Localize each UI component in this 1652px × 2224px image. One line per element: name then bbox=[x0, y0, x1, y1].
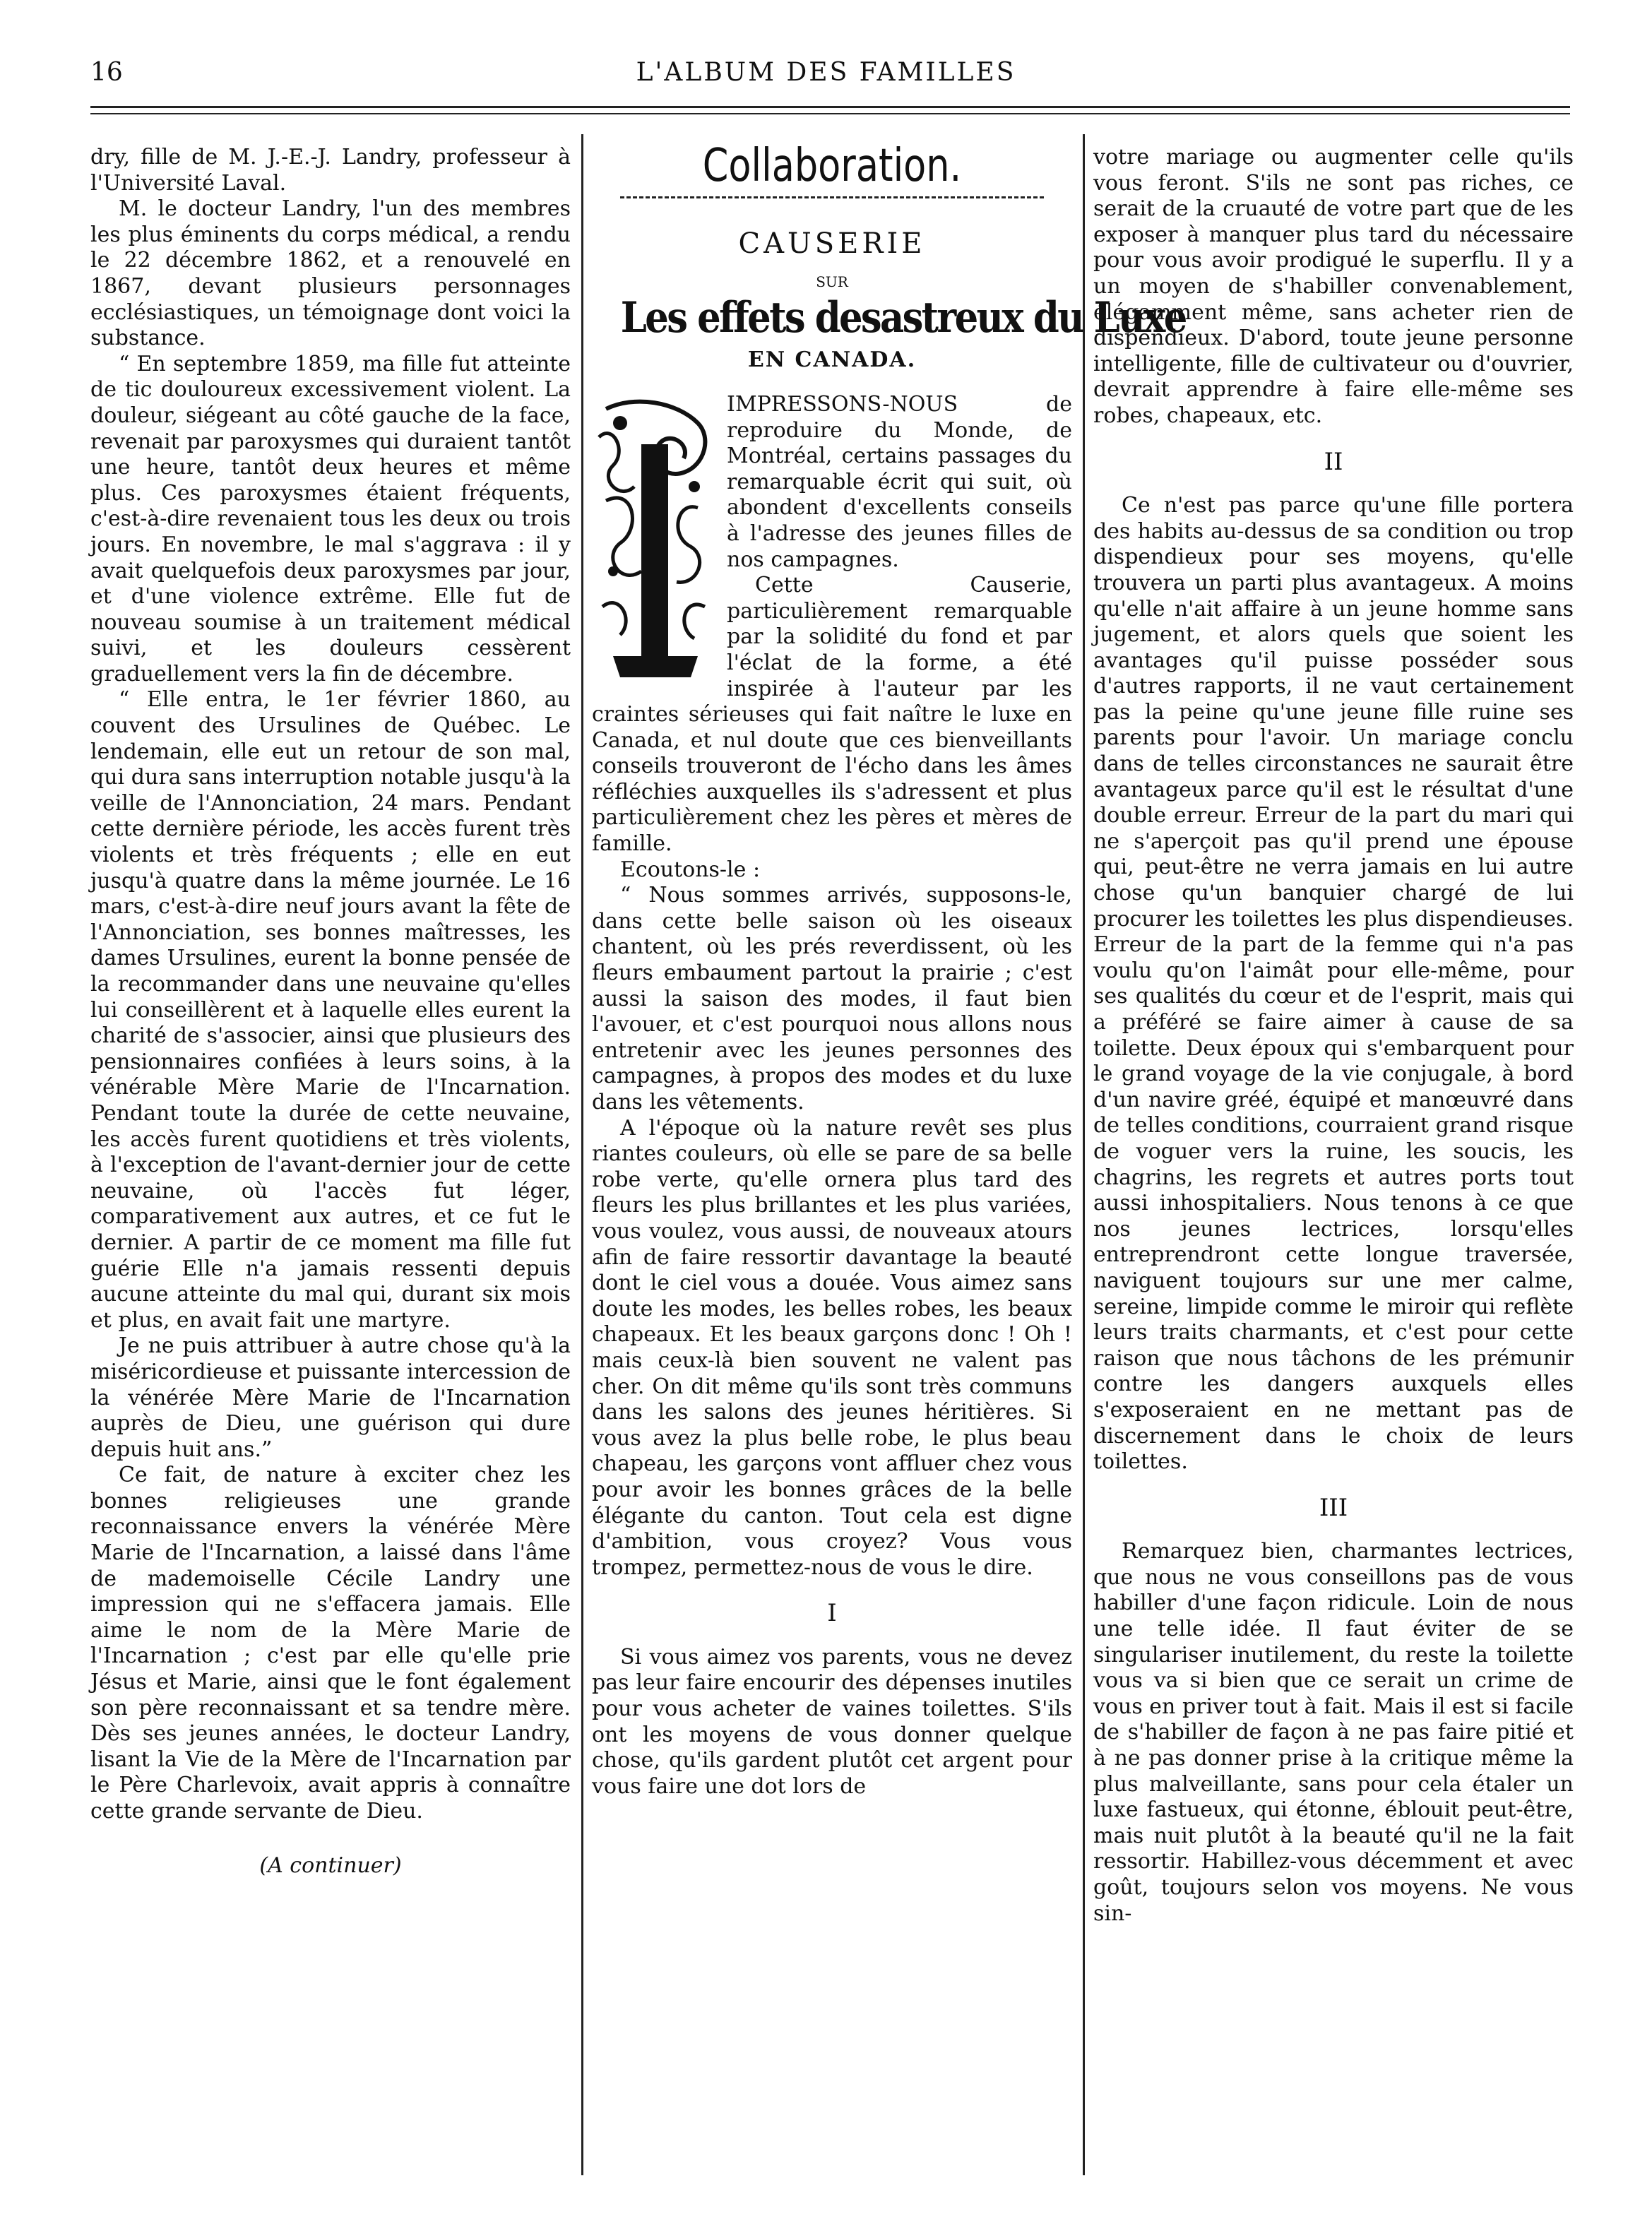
header-rule bbox=[90, 106, 1570, 108]
column-middle bbox=[592, 140, 1186, 2189]
article-kicker: CAUSERIE bbox=[738, 227, 926, 260]
paragraph: “ En septembre 1859, ma fille fut atteinte de tic douloureux excessivement violent. La douleur, siégeant au côté gauche de la face, revenait par paroxysmes qui duraient tantôt une heure, tantôt deux heures et même plus. Ces paroxysmes étaient fréquents, c'est-à-dire revenaient tous les deux ou trois jours. En novembre, le mal s'aggrava : il y avait quelquefois deux paroxysmes par jour, et d'une violence extrême. Elle fut de nouveau soumise à un traitement médical suivi, et les douleurs cessèrent graduellement vers la fin de décembre. bbox=[90, 351, 571, 686]
column-divider bbox=[1083, 134, 1085, 2175]
paragraph: M. le docteur Landry, l'un des membres les plus éminents du corps médical, a rendu le 22 décembre 1862, et a renouvelé en 1867, devant plusieurs personnages ecclésiastiques, un témoignage dont voici la substance. bbox=[90, 196, 571, 351]
ornamental-dropcap-icon bbox=[592, 395, 715, 691]
part-heading: I bbox=[827, 1599, 837, 1628]
paragraph: votre mariage ou augmenter celle qu'ils vous feront. S'ils ne sont pas riches, ce serait de la cruauté de votre part que de les exposer à manquer plus tard du nécessaire pour vous avoir prodigué le superflu. Il y a un moyen de s'habiller convenablement, élégamment même, sans acheter rien de dispendieux. D'abord, toute jeune personne intelligente, fille de cultivateur ou d'ouvrier, devrait apprendre à faire elle-même ses robes, chapeaux, etc. bbox=[1093, 145, 1574, 428]
header-rule-thin bbox=[90, 113, 1570, 114]
section-rule bbox=[620, 196, 1044, 198]
article-subtitle: EN CANADA. bbox=[747, 347, 917, 373]
page-header bbox=[0, 58, 1652, 107]
column-left bbox=[90, 145, 571, 2189]
column-right bbox=[1093, 145, 1574, 2189]
paragraph: Si vous aimez vos parents, vous ne devez pas leur faire encourir des dépenses inutiles pour vous acheter de vaines toilettes. S'ils ont les moyens de vous donner quelque chose, qu'ils gardent plutôt cet argent pour vous faire une dot lors de bbox=[592, 1644, 1072, 1799]
page-number: 16 bbox=[90, 58, 123, 87]
paragraph: Je ne puis attribuer à autre chose qu'à la miséricordieuse et puissante intercession de la vénérée Mère Marie de l'Incarnation auprès de Dieu, une guérison qui dure depuis huit ans.” bbox=[90, 1333, 571, 1462]
paragraph: IMPRESSONS-NOUS de reproduire du Monde, de Montréal, certains passages du remarquable écrit qui suit, où abondent d'excellents conseils à l'adresse des jeunes filles de nos campagnes. bbox=[727, 391, 1072, 572]
paragraph: “ Nous sommes arrivés, supposons-le, dans cette belle saison où les oiseaux chantent, où les prés reverdissent, où les fleurs embaument partout la prairie ; c'est aussi la saison des modes, il faut bien l'avouer, et c'est pourquoi nous allons nous entretenir avec les jeunes personnes des campagnes, à propos des modes et du luxe dans les vêtements. bbox=[592, 883, 1072, 1114]
to-be-continued: (A continuer) bbox=[259, 1853, 402, 1878]
paragraph: Cette Causerie, particulièrement remarquable par la solidité du fond et par l'éclat de la forme, a été inspirée à l'auteur par les craintes sérieuses qui fait naître le luxe en Canada, et nul doute que ces bienveillants conseils trouveront de l'écho dans les âmes réfléchies auxquelles ils s'adressent et plus particulièrement chez les pères et mères de famille. bbox=[592, 573, 1072, 857]
paragraph: A l'époque où la nature revêt ses plus riantes couleurs, où elle se pare de sa belle robe verte, qu'elle ornera plus tard des fleurs les plus brillantes et les plus variées, vous voulez, vous aussi, de nouveaux atours afin de faire ressortir davantage la beauté dont le ciel vous a douée. Vous aimez sans doute les modes, les belles robes, les beaux chapeaux. Et les beaux garçons donc ! Oh ! mais ceux-là bien souvent ne valent pas cher. On dit même qu'ils sont très communs dans les salons des jeunes héritières. Si vous avez la plus belle robe, le plus beau chapeau, les garçons vont affluer chez vous pour avoir les bonnes grâces de la belle élégante du canton. Tout cela est digne d'ambition, vous croyez? Vous vous trompez, permettez-nous de vous le dire. bbox=[592, 1115, 1072, 1580]
paragraph: “ Elle entra, le 1er février 1860, au couvent des Ursulines de Québec. Le lendemain, elle eut un retour de son mal, qui dura sans interruption notable jusqu'à la veille de l'Annonciation, 24 mars. Pendant cette dernière période, les accès furent très violents et très fréquents ; elle en eut jusqu'à quatre dans la même journée. Le 16 mars, c'est-à-dire neuf jours avant la fête de l'Annonciation, ses bonnes maîtresses, les dames Ursulines, eurent la bonne pensée de la recommander dans une neuvaine qu'elles lui conseillèrent et à laquelle elles eurent la charité de s'associer, ainsi que plusieurs des pensionnaires confiées à leurs soins, à la vénérable Mère Marie de l'Incarnation. Pendant toute la durée de cette neuvaine, les accès furent quotidiens et très violents, à l'exception de l'avant-dernier jour de cette neuvaine, où l'accès fut léger, comparativement aux autres, et ce fut le dernier. A partir de ce moment ma fille fut guérie Elle n'a jamais ressenti depuis aucune atteinte du mal qui, durant six mois et plus, en avait fait une martyre. bbox=[90, 687, 571, 1333]
paragraph: Remarquez bien, charmantes lectrices, que nous ne vous conseillons pas de vous habiller d'une façon ridicule. Loin de nous une telle idée. Il faut éviter de se singulariser inutilement, du reste la toilette vous va si bien que ce serait un crime de vous en priver tout à fait. Mais il est si facile de s'habiller de façon à ne pas faire pitié et à ne pas donner prise à la critique même la plus malveillante, sans pour cela étaler un luxe fastueux, qui étonne, éblouit peut-être, mais nuit plutôt à la beauté qu'il ne la fait ressortir. Habillez-vous décemment et avec goût, toujours selon vos moyens. Ne vous sin- bbox=[1093, 1539, 1574, 1926]
section-heading: Collaboration. bbox=[702, 140, 962, 192]
article-kicker-sur: SUR bbox=[816, 273, 848, 291]
running-title: L'ALBUM DES FAMILLES bbox=[636, 58, 1016, 87]
column-divider bbox=[581, 134, 583, 2175]
paragraph: Ecoutons-le : bbox=[620, 857, 761, 882]
paragraph: Ce n'est pas parce qu'une fille portera des habits au-dessus de sa condition ou trop dispendieux pour ses moyens, qu'elle trouvera un parti plus avantageux. A moins qu'elle n'ait affaire à un jeune homme sans jugement, et alors quels que soient les avantages qu'il puisse posséder sous d'autres rapports, il ne vaut certainement pas la peine qu'une jeune fille ruine ses parents pour l'avoir. Un mariage conclu dans de telles circonstances ne saurait être avantageux parce qu'il est le résultat d'une double erreur. Erreur de la part du mari qui ne s'aperçoit pas qu'il prend une épouse qui, peut-être ne verra jamais en lui autre chose qu'un banquier chargé de lui procurer les toilettes les plus dispendieuses. Erreur de la part de la femme qui n'a pas voulu qu'on l'aimât pour elle-même, pour ses qualités du cœur et de l'esprit, mais qui a préféré se faire aimer à cause de sa toilette. Deux époux qui s'embarquent pour le grand voyage de la vie conjugale, à bord d'un navire gréé, équipé et manœuvré dans de telles conditions, courraient grand risque de voguer vers la ruine, les soucis, les chagrins, les regrets et autres ports tout aussi inhospitaliers. Nous tenons à ce que nos jeunes lectrices, lorsqu'elles entreprendront cette longue traversée, naviguent toujours sur une mer calme, sereine, limpide comme le miroir qui reflète leurs traits charmants, et c'est pour cette raison que nous tâchons de les prémunir contre les dangers auxquels elles s'exposeraient en ne mettant pas de discernement dans le choix de leurs toilettes. bbox=[1093, 493, 1574, 1475]
paragraph: Ce fait, de nature à exciter chez les bonnes religieuses une grande reconnaissance envers la vénérée Mère Marie de l'Incarnation, a laissé dans l'âme de mademoiselle Cécile Landry une impression qui ne s'effacera jamais. Elle aime le nom de la Mère Marie de l'Incarnation ; c'est par elle qu'elle prie Jésus et Marie, ainsi que le font également son père reconnaissant et sa tendre mère. Dès ses jeunes années, le docteur Landry, lisant la Vie de la Mère de l'Incarnation par le Père Charlevoix, avait appris à connaître cette grande servante de Dieu. bbox=[90, 1463, 571, 1824]
paragraph: dry, fille de M. J.-E.-J. Landry, professeur à l'Université Laval. bbox=[90, 145, 571, 196]
part-heading: III bbox=[1319, 1493, 1348, 1522]
article-title: Les effets desastreux du Luxe bbox=[620, 292, 1186, 343]
part-heading: II bbox=[1324, 447, 1343, 476]
